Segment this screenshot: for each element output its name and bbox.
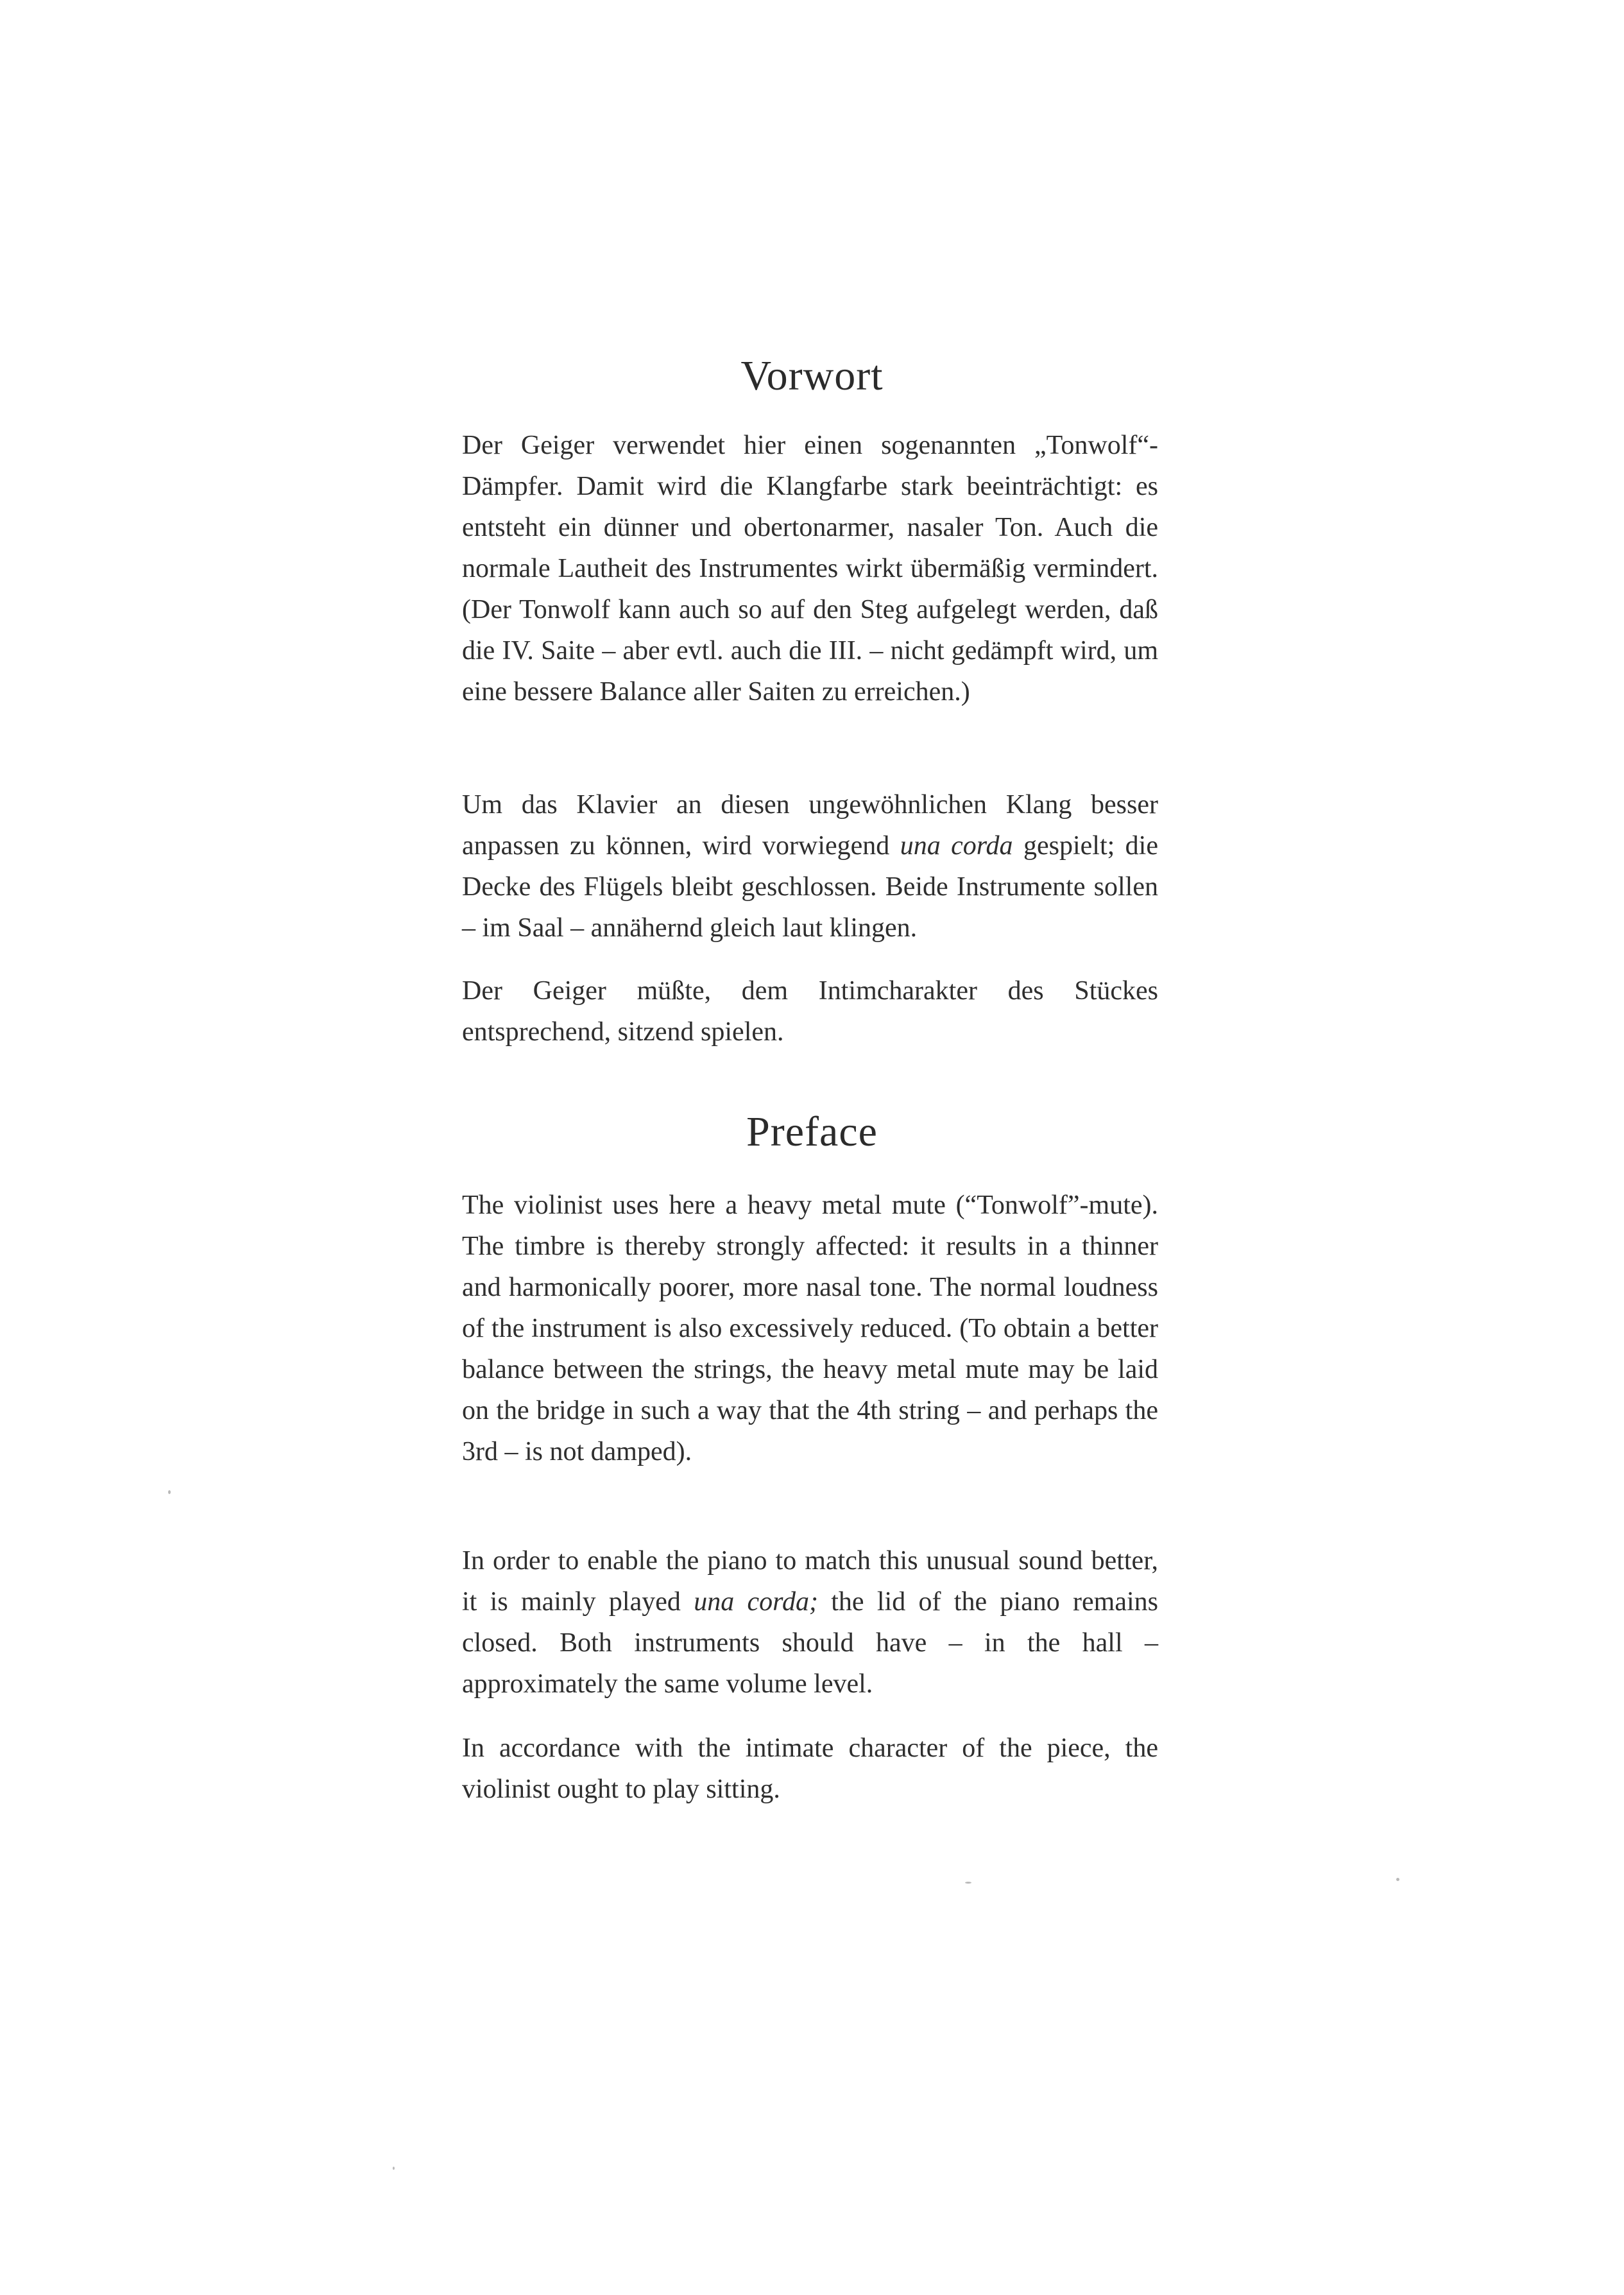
- preface-paragraph-2: [462, 1540, 1158, 1705]
- vorwort-una-corda-italic: una corda: [900, 831, 1013, 861]
- vorwort-paragraph-1: Der Geiger verwendet hier einen sogenannten „Tonwolf“-Dämpfer. Damit wird die Klangfarbe stark beeinträchtigt: es entsteht ein dünner und obertonarmer, nasaler Ton. Auch die normale Lautheit des Instrumentes wirkt übermäßig vermindert. (Der Tonwolf kann auch so auf den Steg aufgelegt werden, daß die IV. Saite – aber evtl. auch die III. – nicht gedämpft wird, um eine bessere Balance aller Saiten zu erreichen.): [462, 431, 1158, 707]
- scan-speck: [168, 1490, 171, 1494]
- preface-paragraph-3: In accordance with the intimate character of the piece, the violinist ought to play sitting.: [462, 1733, 1158, 1804]
- preface-title: Preface: [746, 1108, 878, 1155]
- vorwort-paragraph-3: Der Geiger müßte, dem Intimcharakter des Stückes entsprechend, sitzend spielen.: [462, 976, 1158, 1047]
- preface-paragraph-1: The violinist uses here a heavy metal mute (“Tonwolf”-mute). The timbre is thereby strongly affected: it results in a thinner and harmonically poorer, more nasal tone. The normal loudness of the instrument is also excessively reduced. (To obtain a better balance between the strings, the heavy metal mute may be laid on the bridge in such a way that the 4th string – and perhaps the 3rd – is not damped).: [462, 1190, 1158, 1466]
- vorwort-paragraph-2-text-start: Um das Klavier an diesen ungewöhnlichen Klang besser anpassen zu können, wird vorwiegend: [462, 790, 1158, 861]
- scan-speck: [1396, 1878, 1399, 1881]
- scan-speck: [393, 2167, 395, 2170]
- scan-speck: [965, 1882, 971, 1884]
- vorwort-title: Vorwort: [740, 352, 884, 399]
- preface-paragraph-2-text-start: In order to enable the piano to match this unusual sound better, it is mainly played: [462, 1546, 1158, 1617]
- preface-paragraph-2-text-end: the lid of the piano remains closed. Both instruments should have – in the hall – approximately the same volume level.: [462, 1587, 1159, 1699]
- vorwort-paragraph-2: [462, 784, 1158, 949]
- vorwort-paragraph-2-text-end: gespielt; die Decke des Flügels bleibt geschlossen. Beide Instrumente sollen – im Saal – annähernd gleich laut klingen.: [462, 831, 1158, 943]
- preface-una-corda-italic: una corda;: [694, 1587, 818, 1617]
